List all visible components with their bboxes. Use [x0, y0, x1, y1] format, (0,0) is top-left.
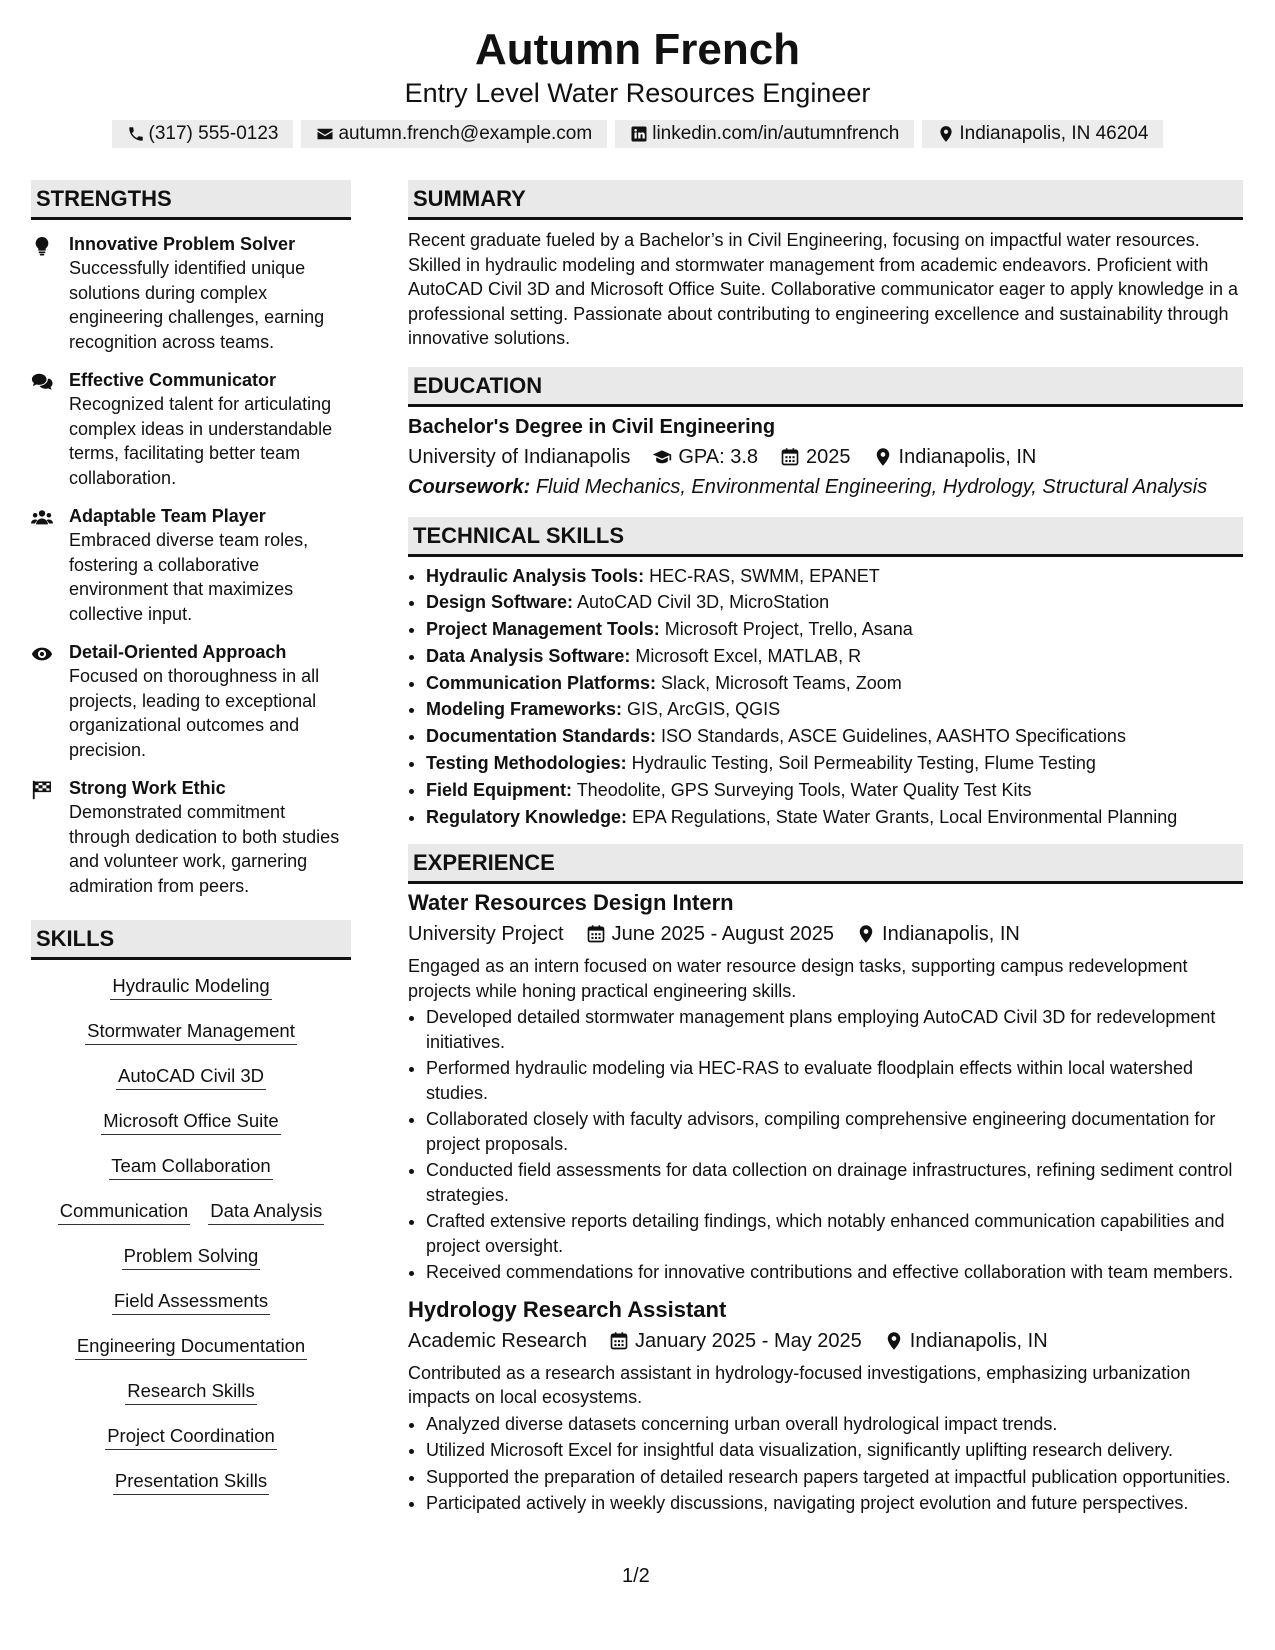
tech-skill-label: Hydraulic Analysis Tools: — [426, 565, 645, 586]
strengths-list — [31, 232, 351, 898]
degree-title: Bachelor's Degree in Civil Engineering — [408, 415, 776, 438]
skill-tag: Field Assessments — [112, 1289, 270, 1315]
skill-tag: Stormwater Management — [85, 1019, 297, 1045]
job-bullet: • Performed hydraulic modeling via HEC-RAS to evaluate floodplain effects within local watershed studies. — [426, 1056, 1243, 1105]
tech-skill-label: Communication Platforms: — [426, 672, 657, 693]
resume-header — [0, 0, 1275, 148]
skill-tag: Presentation Skills — [113, 1469, 269, 1495]
strength-item — [31, 640, 351, 762]
tech-skill-label: Data Analysis Software: — [426, 645, 631, 666]
skill-tag: Engineering Documentation — [75, 1334, 307, 1360]
skill-tag: Team Collaboration — [109, 1154, 272, 1180]
tech-skill-value: Microsoft Excel, MATLAB, R — [635, 645, 862, 666]
phone-text: (317) 555-0123 — [148, 123, 279, 144]
graduation-cap-icon — [652, 447, 672, 467]
job-entry — [408, 888, 1243, 1285]
contact-bar — [0, 120, 1275, 148]
education-heading: EDUCATION — [408, 367, 1243, 407]
tech-skill-item — [426, 670, 1243, 697]
graduation-year: 2025 — [806, 445, 851, 468]
checkered-flag-icon — [31, 779, 53, 801]
email-text[interactable]: autumn.french@example.com — [338, 123, 593, 144]
tech-skill-value: AutoCAD Civil 3D, MicroStation — [577, 592, 830, 613]
summary-heading: SUMMARY — [408, 180, 1243, 220]
strengths-heading: STRENGTHS — [31, 180, 351, 220]
page-number: 1/2 — [622, 1565, 650, 1587]
map-pin-icon — [937, 125, 955, 143]
tech-skill-label: Modeling Frameworks: — [426, 699, 623, 720]
strength-title: Strong Work Ethic — [69, 778, 226, 798]
job-org: University Project — [408, 923, 564, 946]
calendar-icon — [780, 447, 800, 467]
tech-skill-item — [426, 616, 1243, 643]
envelope-icon — [316, 125, 334, 143]
job-entry — [408, 1295, 1243, 1516]
right-column — [408, 180, 1243, 1518]
phone-chip — [112, 120, 294, 148]
calendar-icon — [609, 1331, 629, 1351]
job-bullet: • Conducted field assessments for data collection on drainage infrastructures, refining sediment control strategies. — [426, 1158, 1243, 1207]
tech-skill-item — [426, 589, 1243, 616]
job-dates: January 2025 - May 2025 — [634, 1329, 862, 1352]
location-text: Indianapolis, IN 46204 — [959, 123, 1149, 144]
job-bullet: • Utilized Microsoft Excel for insightful data visualization, significantly uplifting research delivery. — [426, 1438, 1243, 1463]
tech-skill-item — [426, 777, 1243, 804]
strength-desc: Embraced diverse team roles, fostering a collaborative environment that maximizes collective input. — [69, 530, 309, 624]
skill-tag: Data Analysis — [208, 1199, 324, 1225]
job-bullets — [408, 1412, 1243, 1516]
skill-tag: Communication — [58, 1199, 191, 1225]
strength-item — [31, 776, 351, 898]
job-title: Water Resources Design Intern — [408, 890, 734, 916]
gpa-text: GPA: 3.8 — [678, 445, 759, 468]
tech-skill-value: Hydraulic Testing, Soil Permeability Testing, Flume Testing — [631, 753, 1096, 774]
job-bullet: • Supported the preparation of detailed research papers targeted at impactful publication opportunities. — [426, 1465, 1243, 1490]
job-bullet: • Participated actively in weekly discussions, navigating project evolution and future perspectives. — [426, 1491, 1243, 1516]
left-column — [31, 180, 351, 1495]
skills-heading: SKILLS — [31, 920, 351, 960]
job-title: Hydrology Research Assistant — [408, 1296, 727, 1322]
tech-skill-label: Project Management Tools: — [426, 619, 660, 640]
strength-item — [31, 504, 351, 626]
tech-skill-item — [426, 723, 1243, 750]
tech-skill-value: GIS, ArcGIS, QGIS — [627, 699, 781, 720]
school-name: University of Indianapolis — [408, 445, 631, 468]
job-description: Engaged as an intern focused on water resource design tasks, supporting campus redevelopment projects while honing practical engineering skills. — [408, 956, 1188, 1001]
job-bullet: • Developed detailed stormwater management plans employing AutoCAD Civil 3D for redevelopment initiatives. — [426, 1005, 1243, 1054]
job-bullets — [408, 1005, 1243, 1285]
coursework-label: Coursework: — [408, 475, 531, 498]
strength-item — [31, 232, 351, 354]
skill-tag: AutoCAD Civil 3D — [116, 1064, 266, 1090]
strength-title: Effective Communicator — [69, 370, 277, 390]
tech-skill-value: Microsoft Project, Trello, Asana — [664, 619, 913, 640]
email-chip[interactable] — [301, 120, 607, 148]
strength-title: Detail-Oriented Approach — [69, 642, 287, 662]
strength-desc: Demonstrated commitment through dedication to both studies and volunteer work, garnering admiration from peers. — [69, 802, 340, 896]
job-location: Indianapolis, IN — [909, 1329, 1048, 1352]
users-icon — [31, 507, 53, 529]
strength-desc: Recognized talent for articulating complex ideas in understandable terms, facilitating better team collaboration. — [69, 394, 333, 488]
tech-skill-value: Theodolite, GPS Surveying Tools, Water Quality Test Kits — [576, 779, 1032, 800]
tech-skill-label: Design Software: — [426, 592, 574, 613]
calendar-icon — [586, 924, 606, 944]
job-bullet: • Collaborated closely with faculty advisors, compiling comprehensive engineering documentation for project proposals. — [426, 1107, 1243, 1156]
tech-skill-value: ISO Standards, ASCE Guidelines, AASHTO Specifications — [661, 726, 1126, 747]
experience-heading: EXPERIENCE — [408, 844, 1243, 884]
tech-skill-value: HEC-RAS, SWMM, EPANET — [649, 565, 880, 586]
coursework — [408, 473, 1243, 501]
tech-skill-item — [426, 750, 1243, 777]
job-dates: June 2025 - August 2025 — [611, 923, 835, 946]
tech-skill-item — [426, 563, 1243, 590]
candidate-name: Autumn French — [474, 25, 801, 74]
job-bullet: • Analyzed diverse datasets concerning urban overall hydrological impact trends. — [426, 1412, 1243, 1437]
tech-skill-item — [426, 804, 1243, 831]
lightbulb-icon — [31, 235, 53, 257]
tech-skill-label: Testing Methodologies: — [426, 753, 627, 774]
tech-skill-label: Documentation Standards: — [426, 726, 657, 747]
tech-skill-label: Regulatory Knowledge: — [426, 806, 628, 827]
strength-item — [31, 368, 351, 490]
job-bullet: • Received commendations for innovative contributions and effective collaboration with team members. — [426, 1260, 1243, 1285]
comments-icon — [31, 371, 53, 393]
strength-desc: Successfully identified unique solutions during complex engineering challenges, earning recognition across teams. — [69, 258, 325, 352]
map-pin-icon — [856, 924, 876, 944]
technical-skills-heading: TECHNICAL SKILLS — [408, 517, 1243, 557]
job-meta — [408, 1325, 1243, 1357]
linkedin-text[interactable]: linkedin.com/in/autumnfrench — [652, 123, 900, 144]
job-bullet: • Crafted extensive reports detailing findings, which notably enhanced communication capabilities and project oversight. — [426, 1209, 1243, 1258]
skill-tag: Project Coordination — [105, 1424, 277, 1450]
job-description: Contributed as a research assistant in hydrology-focused investigations, emphasizing urbanization impacts on local ecosystems. — [408, 1362, 1191, 1408]
tech-skill-value: Slack, Microsoft Teams, Zoom — [661, 672, 902, 693]
phone-icon — [127, 125, 145, 143]
education-location: Indianapolis, IN — [898, 445, 1037, 468]
skill-tag: Problem Solving — [122, 1244, 261, 1270]
location-chip — [922, 120, 1163, 148]
tech-skill-value: EPA Regulations, State Water Grants, Local Environmental Planning — [632, 806, 1178, 827]
tech-skill-item — [426, 696, 1243, 723]
linkedin-icon — [630, 125, 648, 143]
map-pin-icon — [884, 1331, 904, 1351]
skill-tag: Microsoft Office Suite — [101, 1109, 280, 1135]
job-meta — [408, 918, 1243, 950]
strength-title: Innovative Problem Solver — [69, 234, 296, 254]
skill-tag: Research Skills — [125, 1379, 257, 1405]
tech-skill-label: Field Equipment: — [426, 779, 572, 800]
map-pin-icon — [873, 447, 893, 467]
tech-skill-item — [426, 643, 1243, 670]
technical-skills-list — [408, 563, 1243, 831]
education-meta — [408, 441, 1243, 473]
skill-tag: Hydraulic Modeling — [110, 974, 271, 1000]
eye-icon — [31, 643, 53, 665]
job-org: Academic Research — [408, 1329, 587, 1352]
skills-list — [31, 970, 351, 1495]
job-location: Indianapolis, IN — [882, 923, 1020, 946]
strength-title: Adaptable Team Player — [69, 506, 266, 526]
summary-text: Recent graduate fueled by a Bachelor’s in Civil Engineering, focusing on impactful water resources. Skilled in hydraulic modeling and stormwater management from academic endeavors. Proficient with AutoCAD Civil 3D and Microsoft Office Suite. Collaborative communicator eager to apply knowledge in a professional setting. Passionate about contributing to engineering excellence and sustainability through innovative solutions. — [408, 230, 1239, 348]
linkedin-chip[interactable] — [615, 120, 914, 148]
coursework-text: Fluid Mechanics, Environmental Engineering, Hydrology, Structural Analysis — [535, 475, 1208, 498]
strength-desc: Focused on thoroughness in all projects, leading to exceptional organizational outcomes and precision. — [69, 666, 320, 760]
candidate-title: Entry Level Water Resources Engineer — [404, 78, 871, 108]
